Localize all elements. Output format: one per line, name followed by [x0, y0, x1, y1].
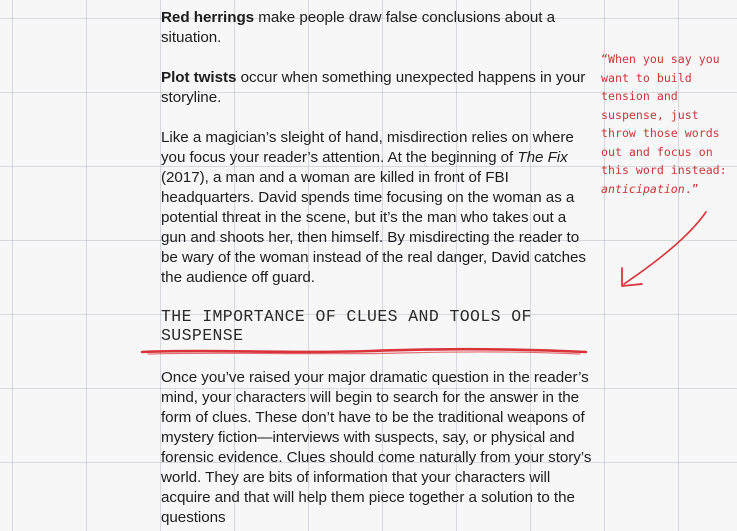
margin-note-quote — [601, 50, 735, 198]
underline-stroke-main — [142, 349, 586, 352]
margin-note-text: “When you say you want to build tension and suspense, just throw those words out and focus on this word instead: — [601, 52, 727, 177]
paragraph-text: make people draw false conclusions about a situation. — [161, 9, 556, 46]
paragraph-text: Like a magician’s sleight of hand, misdirection relies on where you focus your reader’s attention. At the beginning of — [161, 129, 574, 166]
paragraph-plot-twists — [161, 68, 593, 108]
heading-underline-stroke — [140, 344, 590, 358]
section-heading: THE IMPORTANCE OF CLUES AND TOOLS OF SUSPENSE — [161, 307, 532, 345]
term-red-herrings: Red herrings — [161, 9, 255, 26]
paragraph-text: (2017), a man and a woman are killed in front of FBI headquarters. David spends time focusing on the woman as a potential threat in the scene, but it’s the man who takes out a gun and shoots her, then himself. By misdirecting the reader to be wary of the woman instead of the real danger, David catches the audience off guard. — [161, 169, 586, 286]
term-plot-twists: Plot twists — [161, 69, 237, 86]
paragraph-text: occur when something unexpected happens in your storyline. — [161, 69, 586, 106]
margin-note-end: .” — [684, 181, 699, 196]
paragraph-misdirection — [161, 128, 593, 288]
book-title: The Fix — [517, 149, 568, 166]
paragraph-clues: Once you’ve raised your major dramatic question in the reader’s mind, your characters will begin to search for the answer in the form of clues. These don’t have to be the traditional weapons of mystery fiction—interviews with suspects, say, or physical and forensic evidence. Clues should come naturally from your story’s world. They are bits of information that your characters will acquire and that will help them piece together a solution to the questions — [161, 369, 592, 526]
margin-note-emphasis: anticipation — [601, 181, 685, 196]
hand-drawn-arrow-icon — [612, 206, 712, 296]
paragraph-red-herrings — [161, 8, 593, 48]
